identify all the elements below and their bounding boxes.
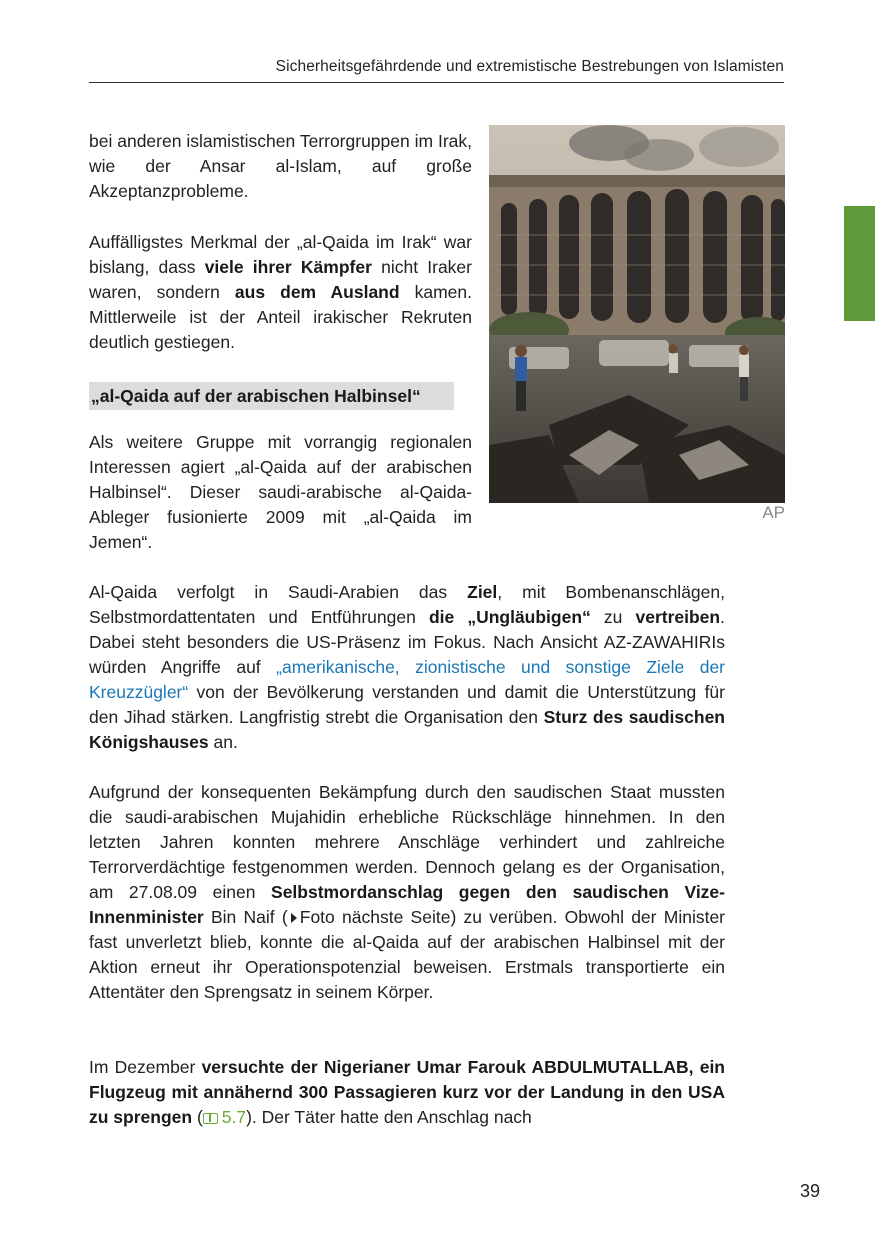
chapter-reference[interactable]: 5.7: [203, 1107, 246, 1127]
quote-link: „amerikanische, zionistische und sonstige Ziele der Kreuzzügler“: [89, 657, 726, 702]
arrow-right-icon: [291, 913, 297, 923]
paragraph-aqap-intro: Als weitere Gruppe mit vorrangig regionalen Interessen agiert „al-Qaida auf der arabischen Halbinsel“. Dieser saudi-arabische al-Qaida-Ableger fusionierte 2009 mit „al-Qaida im Jemen“.: [89, 432, 472, 552]
news-photo: [489, 125, 785, 503]
paragraph-december: Im Dezember versuchte der Nigerianer Umar Farouk ABDULMUTALLAB, ein Flugzeug mit annähernd 300 Passagieren kurz vor der Landung in den USA zu sprengen ( 5.7). Der Täter hatte den Anschlag nach: [89, 1057, 725, 1127]
paragraph-intro: bei anderen islamistischen Terrorgruppen im Irak, wie der Ansar al-Islam, auf große Akzeptanzprobleme.: [89, 131, 472, 201]
section-heading: „al-Qaida auf der arabischen Halbinsel“: [89, 382, 454, 410]
book-icon: [203, 1113, 218, 1124]
chapter-tab-marker: [844, 206, 875, 321]
running-header: Sicherheitsgefährdende und extremistische Bestrebungen von Islamisten: [275, 58, 784, 75]
photo-reference: Foto nächste Seite: [299, 907, 451, 927]
page-number: 39: [799, 1181, 820, 1201]
paragraph-goals: Al-Qaida verfolgt in Saudi-Arabien das Ziel, mit Bombenanschlägen, Selbstmordattentaten und Entführungen die „Ungläubigen“ zu vertreiben. Dabei steht besonders die US-Präsenz im Fokus. Nach Ansicht AZ-ZAWAHIRIs würden Angriffe auf „amerikanische, zionistische und sonstige Ziele der Kreuzzügler“ von der Bevölkerung verstanden und damit die Unterstützung für den Jihad stärken. Langfristig strebt die Organisation den Sturz des saudischen Königshauses an.: [89, 582, 726, 752]
header-rule: [89, 82, 784, 83]
photo-credit: AP: [762, 503, 785, 522]
paragraph-setbacks: Aufgrund der konsequenten Bekämpfung durch den saudischen Staat mussten die saudi-arabischen Mujahidin erhebliche Rückschläge hinnehmen. In den letzten Jahren konnten mehrere Anschläge verhindert und zahlreiche Terrorverdächtige festgenommen werden. Dennoch gelang es der Organisation, am 27.08.09 einen Selbstmordanschlag gegen den saudischen Vize-Innenminister Bin Naif ( Foto nächste Seite) zu verüben. Obwohl der Minister fast unverletzt blieb, konnte die al-Qaida auf der arabischen Halbinsel mit der Aktion erneut ihr Operationspotenzial beweisen. Erstmals transportierte ein Attentäter den Sprengsatz in seinem Körper.: [89, 782, 726, 1002]
paragraph-features: Auffälligstes Merkmal der „al-Qaida im Irak“ war bislang, dass viele ihrer Kämpfer nicht Iraker waren, sondern aus dem Ausland kamen. Mittlerweile ist der Anteil irakischer Rekruten deutlich gestiegen.: [89, 232, 473, 352]
